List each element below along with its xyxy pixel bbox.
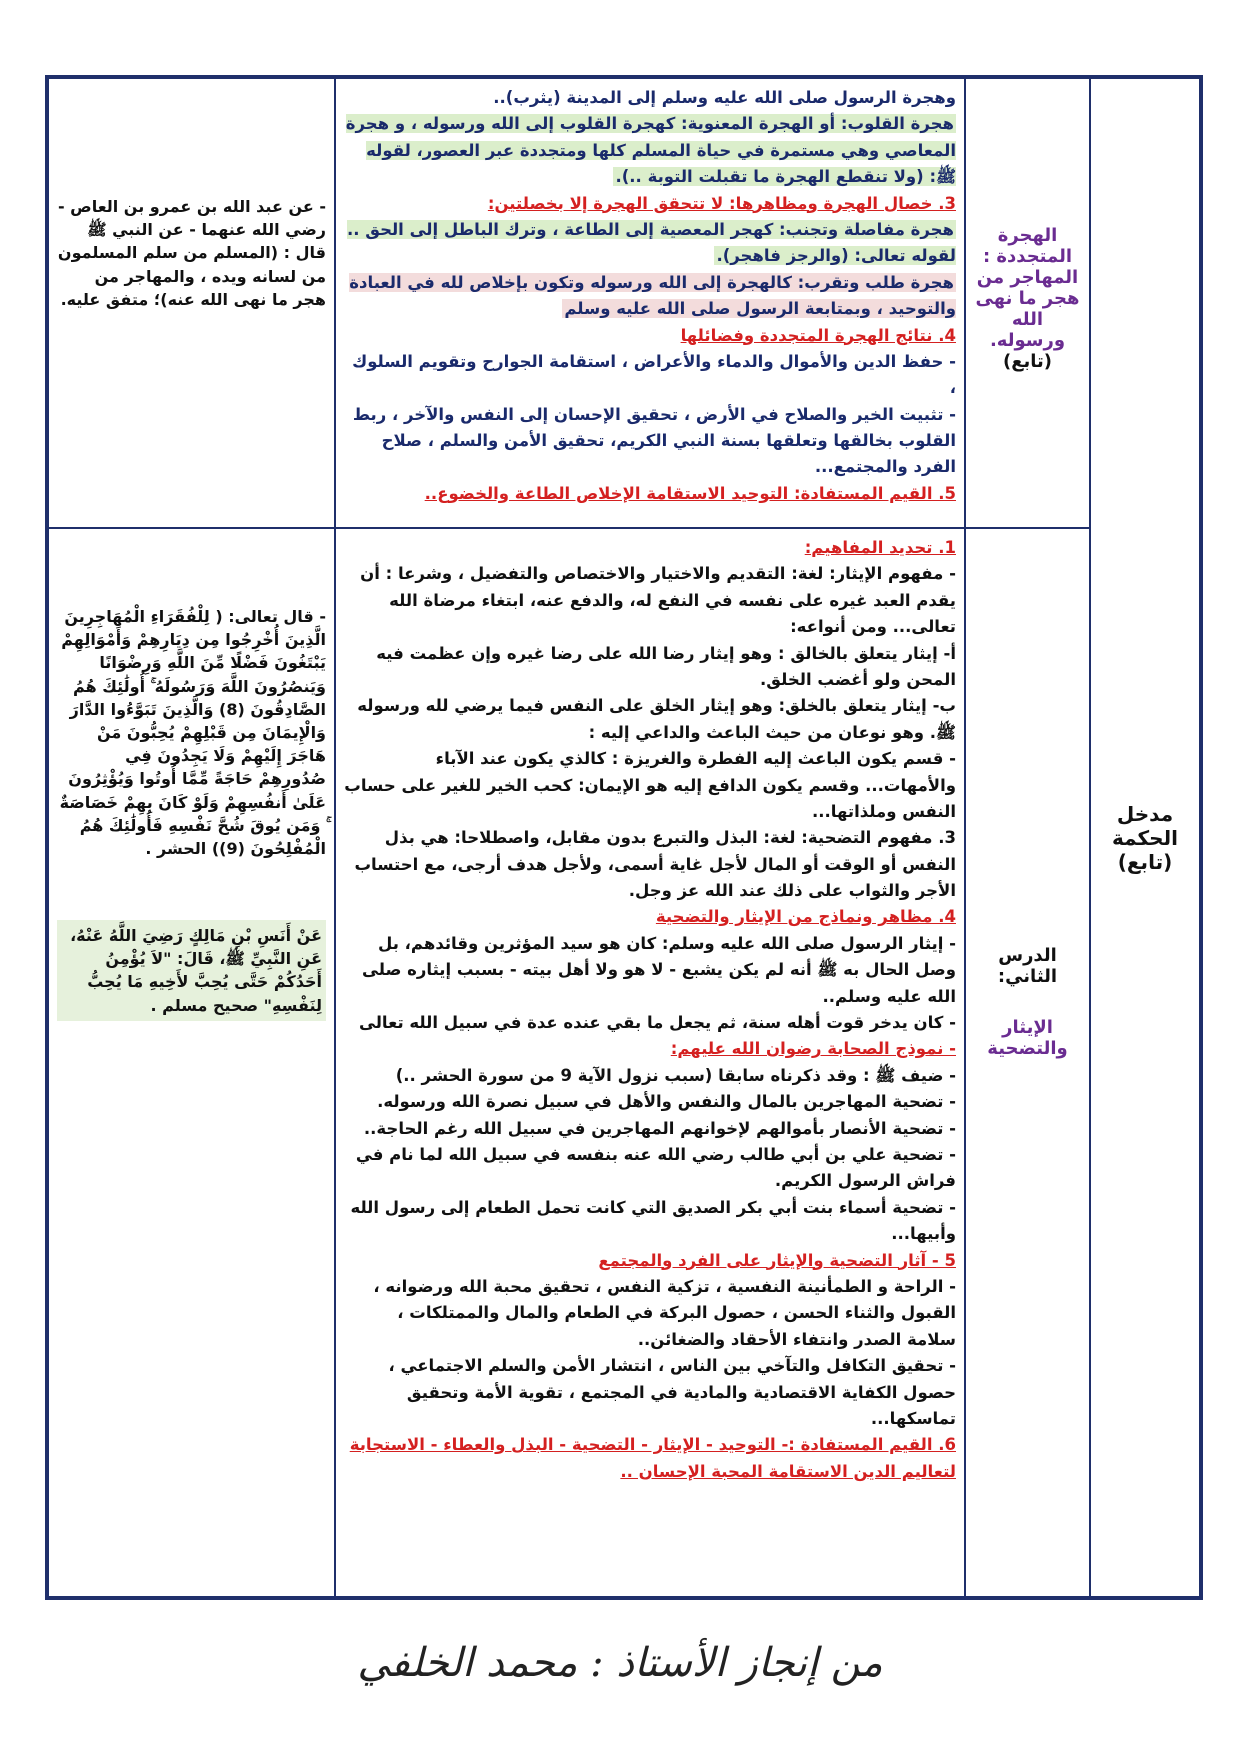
line: 4. نتائج الهجرة المتجددة وفضائلها	[680, 325, 956, 345]
unit-cell	[965, 78, 1090, 528]
signature-text: من إنجاز الأستاذ : محمد الخلفي	[357, 1640, 883, 1686]
line: هجرة مفاصلة وتجنب: كهجر المعصية إلى الطاعة ، وترك الباطل إلى الحق .. لقوله تعالى: (والرجز فاهجر).	[346, 219, 956, 266]
line: هجرة طلب وتقرب: كالهجرة إلى الله ورسوله وتكون بإخلاص لله في العبادة والتوحيد ، وبمتابعة الرسول صلى الله عليه وسلم	[349, 272, 956, 319]
quran-doc: - قال تعالى: ( لِلْفُقَرَاءِ الْمُهَاجِرِينَ الَّذِينَ أُخْرِجُوا مِن دِيَارِهِمْ وَأَمْوَالِهِمْ يَبْتَغُونَ فَضْلًا مِّنَ اللَّهِ وَرِضْوَانًا وَيَنصُرُونَ اللَّهَ وَرَسُولَهُ ۚ أُولَٰئِكَ هُمُ الصَّادِقُونَ (8) وَالَّذِينَ تَبَوَّءُوا الدَّارَ وَالْإِيمَانَ مِن قَبْلِهِمْ يُحِبُّونَ مَنْ هَاجَرَ إِلَيْهِمْ وَلَا يَجِدُونَ فِي صُدُورِهِمْ حَاجَةً مِّمَّا أُوتُوا وَيُؤْثِرُونَ عَلَىٰ أَنفُسِهِمْ وَلَوْ كَانَ بِهِمْ خَصَاصَةٌ ۚ وَمَن يُوقَ شُحَّ نَفْسِهِ فَأُولَٰئِكَ هُمُ الْمُفْلِحُونَ (9)) الحشر .	[59, 607, 326, 858]
line: - نموذج الصحابة رضوان الله عليهم:	[670, 1039, 956, 1059]
module-cell	[1090, 78, 1200, 1597]
doc-cell	[48, 78, 335, 528]
line: 5 - آثار التضحية والإيثار على الفرد والمجتمع	[598, 1250, 956, 1270]
content-cell	[335, 78, 965, 528]
module-title: مدخل الحكمة	[1112, 801, 1178, 850]
line: ب- إيثار يتعلق بالخلق: وهو إيثار الخلق على النفس فيما يرضي لله ورسوله ﷺ. وهو نوعان من حيث الباعث والداعي إليه :	[357, 696, 956, 742]
hadith-doc: - عن عبد الله بن عمرو بن العاص - رضي الله عنهما - عن النبي ﷺ قال : (المسلم من سلم المسلمون من لسانه ويده ، والمهاجر من هجر ما نهى الله عنه)؛ متفق عليه.	[57, 197, 326, 309]
line: - تحقيق التكافل والتآخي بين الناس ، انتشار الأمن والسلم الاجتماعي ، حصول الكفاية الاقتصادية والمادية في المجتمع ، تقوية الأمة وتحقيق تماسكها...	[388, 1356, 956, 1428]
line: 4. مظاهر ونماذج من الإيثار والتضحية	[655, 907, 956, 927]
hadith-doc: عَنْ أَنَسِ بْنِ مَالِكٍ رَضِيَ اللَّهُ عَنْهُ، عَنِ النَّبِيِّ ﷺ، قَالَ: "لاَ يُؤْمِنُ أَحَدُكُمْ حَتَّى يُحِبَّ لأَخِيهِ مَا يُحِبُّ لِنَفْسِهِ" صحيح مسلم .	[57, 920, 326, 1021]
line: هجرة القلوب: أو الهجرة المعنوية: كهجرة القلوب إلى الله ورسوله ، و هجرة المعاصي وهي مستمرة في حياة المسلم كلها ومتجددة عبر العصور، لقوله ﷺ: (ولا تنقطع الهجرة ما تقبلت التوبة ..).	[345, 114, 956, 187]
line: - تضحية أسماء بنت أبي بكر الصديق التي كانت تحمل الطعام إلى رسول الله وأبيها...	[350, 1197, 956, 1244]
table-row	[48, 528, 1200, 1597]
unit-cont: (تابع)	[1002, 351, 1053, 372]
line: - إيثار الرسول صلى الله عليه وسلم: كان هو سيد المؤثرين وقائدهم، بل وصل الحال به ﷺ أنه لم يكن يشبع - لا هو ولا أهل بيته - بسبب إيثاره صلى الله عليه وسلم..	[362, 933, 956, 1006]
line: - تضحية علي بن أبي طالب رضي الله عنه بنفسه في سبيل الله لما نام في فراش الرسول الكريم.	[355, 1144, 956, 1191]
lesson-table	[45, 75, 1203, 1600]
line: أ- إيثار يتعلق بالخالق : وهو إيثار رضا الله على رضا غيره وإن عظمت فيه المحن ولو أغضب الخلق.	[376, 643, 956, 689]
unit-cell	[965, 528, 1090, 1597]
line: - تثبيت الخير والصلاح في الأرض ، تحقيق الإحسان إلى النفس والآخر ، ربط القلوب بخالقها وتعلقها بسنة النبي الكريم، تحقيق الأمن والسلم ، صلاح الفرد والمجتمع...	[352, 404, 956, 477]
line: - الراحة و الطمأنينة النفسية ، تزكية النفس ، تحقيق محبة الله ورضوانه ، القبول والثناء الحسن ، حصول البركة في الطعام والمال والممتلكات ، سلامة الصدر وانتفاء الأحقاد والضغائن..	[373, 1276, 956, 1349]
line: وهجرة الرسول صلى الله عليه وسلم إلى المدينة (يثرب)..	[493, 88, 956, 107]
line: - تضحية الأنصار بأموالهم لإخوانهم المهاجرين في سبيل الله رغم الحاجة..	[363, 1118, 956, 1138]
content-cell	[335, 528, 965, 1597]
module-cont: (تابع)	[1117, 849, 1173, 874]
line: - تضحية المهاجرين بالمال والنفس والأهل في سبيل نصرة الله ورسوله.	[377, 1092, 956, 1112]
line: 3. خصال الهجرة ومظاهرها: لا تتحقق الهجرة إلا بخصلتين:	[487, 193, 956, 213]
signature	[0, 1640, 1240, 1710]
unit-label: الدرس الثاني:	[997, 945, 1058, 987]
line: - كان يدخر قوت أهله سنة، ثم يجعل ما بقي عنده عدة في سبيل الله تعالى	[359, 1013, 956, 1033]
line: - حفظ الدين والأموال والدماء والأعراض ، استقامة الجوارح وتقويم السلوك ،	[352, 351, 956, 398]
table-row	[48, 78, 1200, 528]
line: 3. مفهوم التضحية: لغة: البذل والتبرع بدون مقابل، واصطلاحا: هي بذل النفس أو الوقت أو المال لأجل غاية أسمى، ولأجل هدف أرجى، مع احتساب الأجر والثواب على ذلك عند الله عز وجل.	[354, 828, 956, 901]
line: 1. تحديد المفاهيم:	[804, 538, 956, 557]
unit-title: الإيثار والتضحية	[987, 1017, 1068, 1059]
doc-cell	[48, 528, 335, 1597]
line: - قسم يكون الباعث إليه الفطرة والغريزة : كالذي يكون عند الآباء والأمهات... وقسم يكون الدافع إليه هو الإيمان: كحب الخير للغير على حساب النفس وملذاتها...	[344, 749, 956, 821]
line: 5. القيم المستفادة: التوحيد الاستقامة الإخلاص الطاعة والخضوع..	[424, 483, 956, 503]
line: - مفهوم الإيثار: لغة: التقديم والاختيار والاختصاص والتفضيل ، وشرعا : أن يقدم العبد غيره على نفسه في النفع له، والدفع عنه، ابتغاء مرضاة الله تعالى... ومن أنواعه:	[360, 564, 956, 637]
unit-title: الهجرة المتجددة : المهاجر من هجر ما نهى الله ورسوله.	[975, 225, 1080, 351]
line: 6. القيم المستفادة :- التوحيد - الإيثار - التضحية - البذل والعطاء - الاستجابة لتعاليم الدين الاستقامة المحبة الإحسان ..	[349, 1435, 956, 1481]
line: - ضيف ﷺ : وقد ذكرناه سابقا (سبب نزول الآية 9 من سورة الحشر ..)	[395, 1065, 956, 1085]
